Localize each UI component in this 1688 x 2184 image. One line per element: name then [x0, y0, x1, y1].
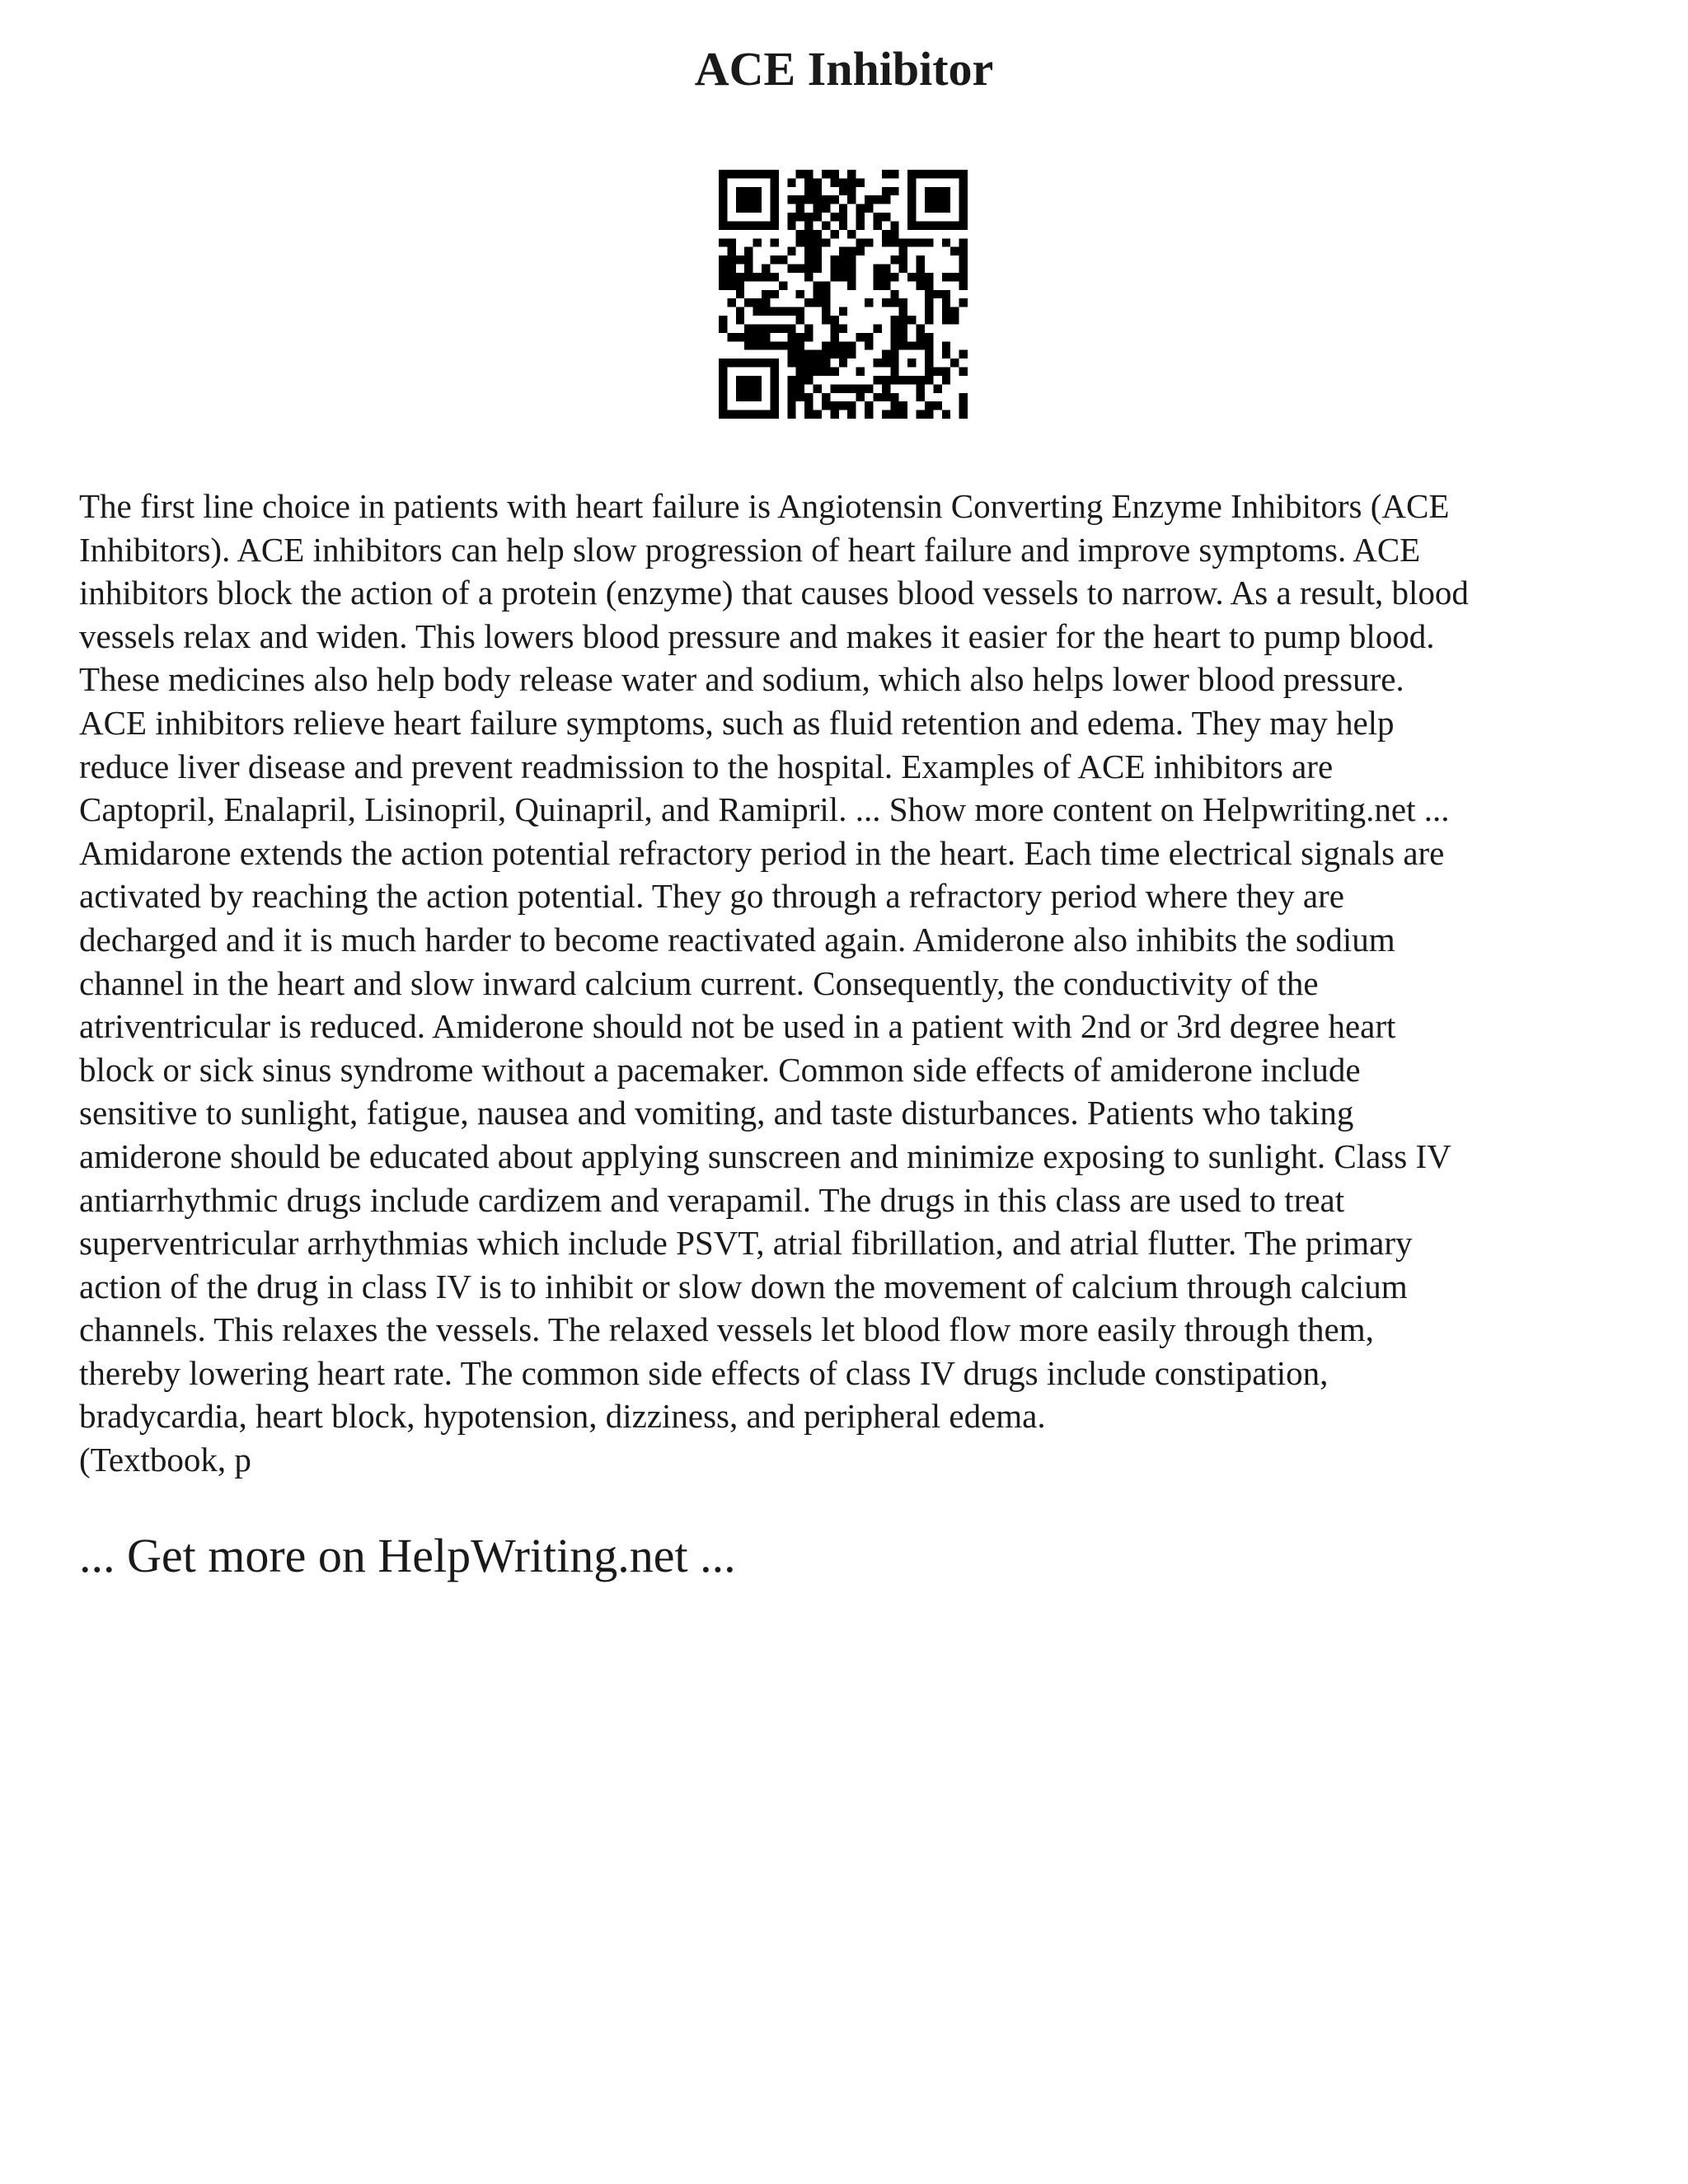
body-text-line: action of the drug in class IV is to inhibit or slow down the movement of calcium through calcium — [79, 1267, 1408, 1305]
body-text-line: bradycardia, heart block, hypotension, dizziness, and peripheral edema. — [79, 1397, 1046, 1436]
body-text-line: block or sick sinus syndrome without a pacemaker. Common side effects of amiderone include — [79, 1050, 1361, 1089]
qr-code-icon — [719, 170, 968, 419]
body-text-line: thereby lowering heart rate. The common side effects of class IV drugs include constipation, — [79, 1353, 1329, 1392]
body-text-line: Amidarone extends the action potential refractory period in the heart. Each time electrical signals are — [79, 833, 1445, 872]
body-text-line: sensitive to sunlight, fatigue, nausea and vomiting, and taste disturbances. Patients who taking — [79, 1094, 1354, 1132]
body-text-line: (Textbook, p — [79, 1441, 251, 1479]
body-text-line: superventricular arrhythmias which include PSVT, atrial fibrillation, and atrial flutter. The primary — [79, 1224, 1413, 1263]
body-text-line: channel in the heart and slow inward calcium current. Consequently, the conductivity of the — [79, 963, 1319, 1002]
body-text-line: channels. This relaxes the vessels. The relaxed vessels let blood flow more easily through them, — [79, 1310, 1374, 1349]
article-body — [79, 485, 1620, 1482]
body-text-line: vessels relax and widen. This lowers blood pressure and makes it easier for the heart to pump blood. — [79, 616, 1435, 655]
page-title: ACE Inhibitor — [694, 42, 994, 96]
body-text-line: antiarrhythmic drugs include cardizem and verapamil. The drugs in this class are used to treat — [79, 1180, 1345, 1219]
body-text-line: The first line choice in patients with heart failure is Angiotensin Converting Enzyme Inhibitors (ACE — [79, 487, 1450, 525]
body-text-line: inhibitors block the action of a protein (enzyme) that causes blood vessels to narrow. As a result, blood — [79, 574, 1469, 612]
body-text-line: Inhibitors). ACE inhibitors can help slow progression of heart failure and improve symptoms. ACE — [79, 530, 1421, 569]
body-text-line: Captopril, Enalapril, Lisinopril, Quinapril, and Ramipril. ... Show more content on Helpwriting.net ... — [79, 790, 1450, 829]
get-more-link[interactable]: ... Get more on HelpWriting.net ... — [79, 1529, 736, 1582]
body-text-line: amiderone should be educated about applying sunscreen and minimize exposing to sunlight. Class IV — [79, 1137, 1451, 1175]
body-text-line: decharged and it is much harder to become reactivated again. Amiderone also inhibits the sodium — [79, 920, 1395, 958]
body-text-line: These medicines also help body release water and sodium, which also helps lower blood pressure. — [79, 660, 1404, 699]
body-text-line: reduce liver disease and prevent readmission to the hospital. Examples of ACE inhibitors are — [79, 747, 1334, 785]
body-text-line: atriventricular is reduced. Amiderone should not be used in a patient with 2nd or 3rd degree heart — [79, 1007, 1396, 1046]
body-text-line: ACE inhibitors relieve heart failure symptoms, such as fluid retention and edema. They may help — [79, 703, 1395, 742]
body-text-line: activated by reaching the action potential. They go through a refractory period where they are — [79, 877, 1344, 916]
